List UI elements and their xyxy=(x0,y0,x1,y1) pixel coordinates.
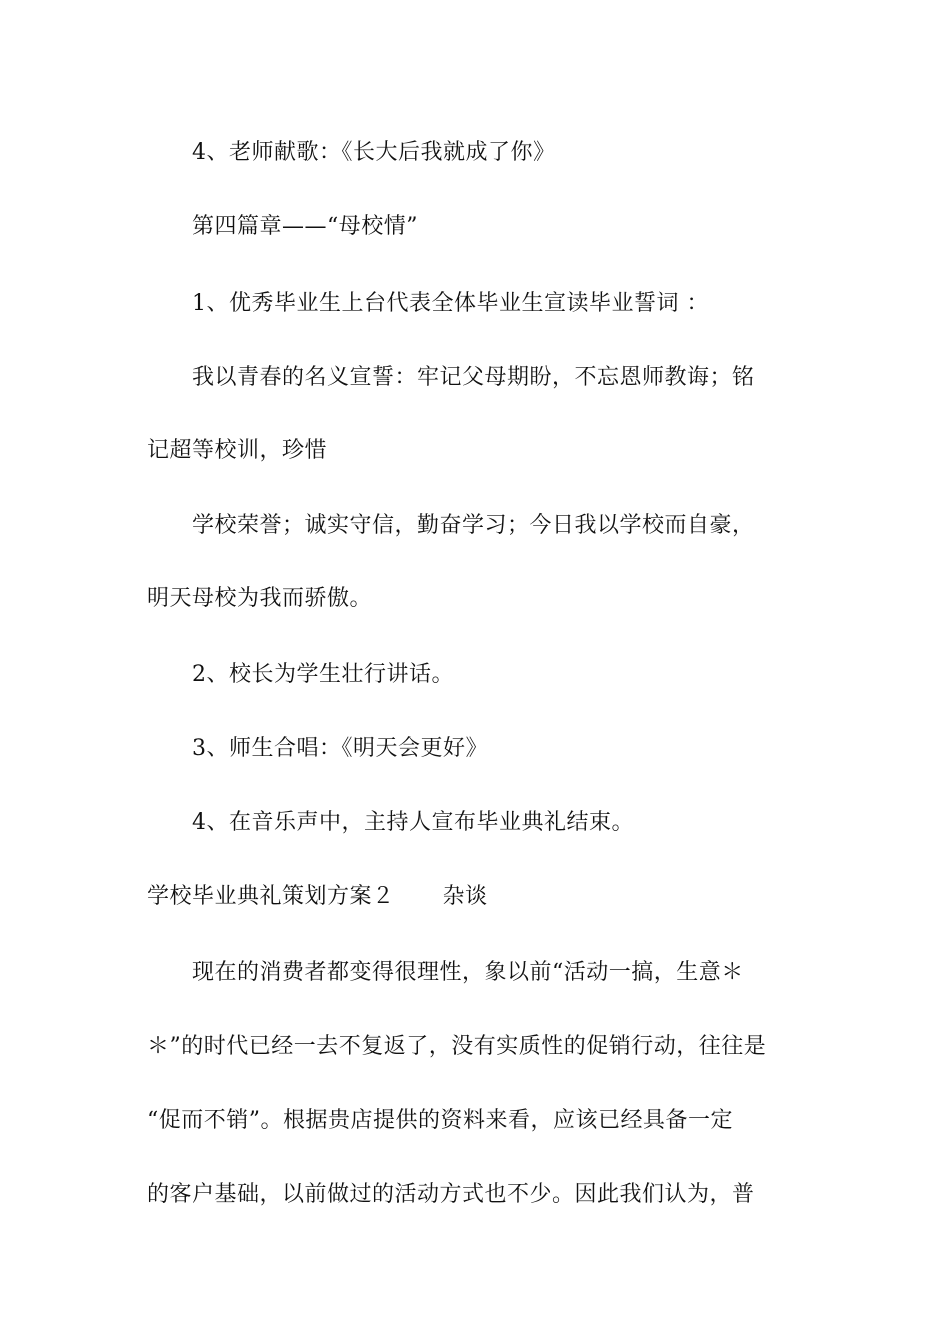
paragraph-line: 4、在音乐声中，主持人宣布毕业典礼结束。 xyxy=(192,810,634,835)
section-heading: 第四篇章——“母校情” xyxy=(192,214,418,239)
document-title: 学校毕业典礼策划方案２ xyxy=(147,884,395,909)
paragraph-line: 我以青春的名义宣誓：牢记父母期盼，不忘恩师教诲；铭 xyxy=(192,365,755,390)
paragraph-line: 现在的消费者都变得很理性，象以前“活动一搞，生意＊ xyxy=(192,960,744,985)
paragraph-line: ＊”的时代已经一去不复返了，没有实质性的促销行动，往往是 xyxy=(147,1034,767,1059)
paragraph-line: 1、优秀毕业生上台代表全体毕业生宣读毕业誓词 ： xyxy=(192,291,709,316)
document-title-line xyxy=(147,882,488,912)
paragraph-line: “促而不销”。根据贵店提供的资料来看，应该已经具备一定 xyxy=(147,1108,733,1133)
paragraph-line: 2、校长为学生壮行讲话。 xyxy=(192,662,454,687)
paragraph-line: 记超等校训，珍惜 xyxy=(147,438,328,463)
paragraph-line: 明天母校为我而骄傲。 xyxy=(147,586,373,611)
paragraph-line: 4、老师献歌：《长大后我就成了你》 xyxy=(192,140,556,165)
document-subtitle: 杂谈 xyxy=(442,884,488,909)
paragraph-line: 的客户基础，以前做过的活动方式也不少。因此我们认为，普 xyxy=(147,1182,755,1207)
paragraph-line: 3、师生合唱：《明天会更好》 xyxy=(192,736,488,761)
paragraph-line: 学校荣誉；诚实守信，勤奋学习；今日我以学校而自豪， xyxy=(192,513,755,538)
